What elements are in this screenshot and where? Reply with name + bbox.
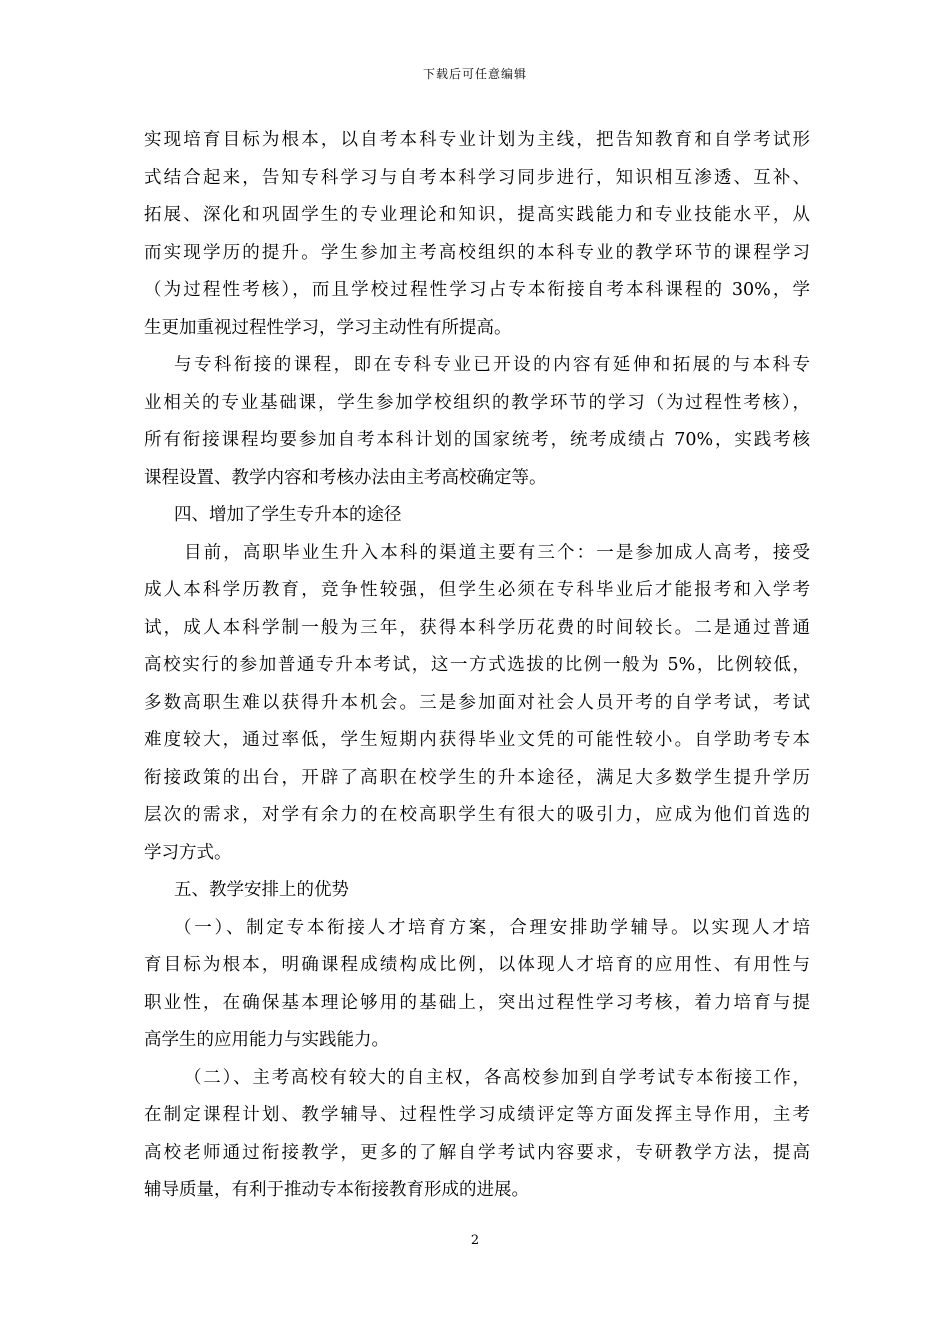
text-line: 实现培育目标为根本，以自考本科专业计划为主线，把告知教育和自学考试形	[144, 130, 810, 150]
text-line: 试，成人本科学制一般为三年，获得本科学历花费的时间较长。二是通过普通	[144, 617, 810, 638]
text-line: 学习方式。	[144, 842, 232, 863]
text-line: 而实现学历的提升。学生参加主考高校组织的本科专业的教学环节的课程学习	[144, 242, 810, 263]
text-line: 多数高职生难以获得升本机会。三是参加面对社会人员开考的自学考试，考试	[144, 692, 810, 713]
text-line: 与专科衔接的课程，即在专科专业已开设的内容有延伸和拓展的与本科专	[174, 355, 810, 375]
page-header: 下载后可任意编辑	[422, 67, 527, 81]
text-line: 层次的需求，对学有余力的在校高职学生有很大的吸引力，应成为他们首选的	[144, 805, 810, 825]
text-line: 课程设置、教学内容和考核办法由主考高校确定等。	[144, 467, 547, 488]
text-line: 在制定课程计划、教学辅导、过程性学习成绩评定等方面发挥主导作用，主考	[144, 1105, 810, 1125]
text-line: 成人本科学历教育，竞争性较强，但学生必须在专科毕业后才能报考和入学考	[144, 580, 810, 600]
text-line: 高校实行的参加普通专升本考试，这一方式选拔的比例一般为 5%，比例较低，	[144, 655, 810, 675]
text-line: 拓展、深化和巩固学生的专业理论和知识，提高实践能力和专业技能水平，从	[144, 205, 810, 225]
text-line: 辅导质量，有利于推动专本衔接教育形成的进展。	[144, 1180, 529, 1200]
text-line: 高学生的应用能力与实践能力。	[144, 1030, 389, 1050]
text-line: 职业性，在确保基本理论够用的基础上，突出过程性学习考核，着力培育与提	[144, 992, 810, 1013]
text-line: （为过程性考核），而且学校过程性学习占专本衔接自考本科课程的 30%，学	[144, 280, 810, 300]
text-line: （一）、制定专本衔接人才培育方案，合理安排助学辅导。以实现人才培	[174, 917, 810, 938]
text-line: 式结合起来，告知专科学习与自考本科学习同步进行，知识相互渗透、互补、	[144, 167, 810, 188]
text-line: 四、增加了学生专升本的途径	[174, 505, 402, 525]
text-line: 高校老师通过衔接教学，更多的了解自学考试内容要求，专研教学方法，提高	[144, 1142, 810, 1163]
text-line: 育目标为根本，明确课程成绩构成比例，以体现人才培育的应用性、有用性与	[144, 955, 810, 975]
text-line: 难度较大，通过率低，学生短期内获得毕业文凭的可能性较小。自学助考专本	[144, 730, 810, 750]
page-number: 2	[470, 1233, 480, 1248]
text-line: （二）、主考高校有较大的自主权，各高校参加到自学考试专本衔接工作，	[184, 1067, 810, 1088]
text-line: 五、教学安排上的优势	[174, 880, 349, 900]
text-line: 所有衔接课程均要参加自考本科计划的国家统考，统考成绩占 70%，实践考核	[144, 430, 810, 450]
text-line: 衔接政策的出台，开辟了高职在校学生的升本途径，满足大多数学生提升学历	[144, 767, 810, 788]
text-line: 生更加重视过程性学习，学习主动性有所提高。	[144, 317, 512, 338]
text-line: 业相关的专业基础课，学生参加学校组织的教学环节的学习（为过程性考核），	[144, 392, 810, 413]
text-line: 目前，高职毕业生升入本科的渠道主要有三个：一是参加成人高考，接受	[184, 542, 810, 563]
document-body	[144, 122, 810, 1210]
